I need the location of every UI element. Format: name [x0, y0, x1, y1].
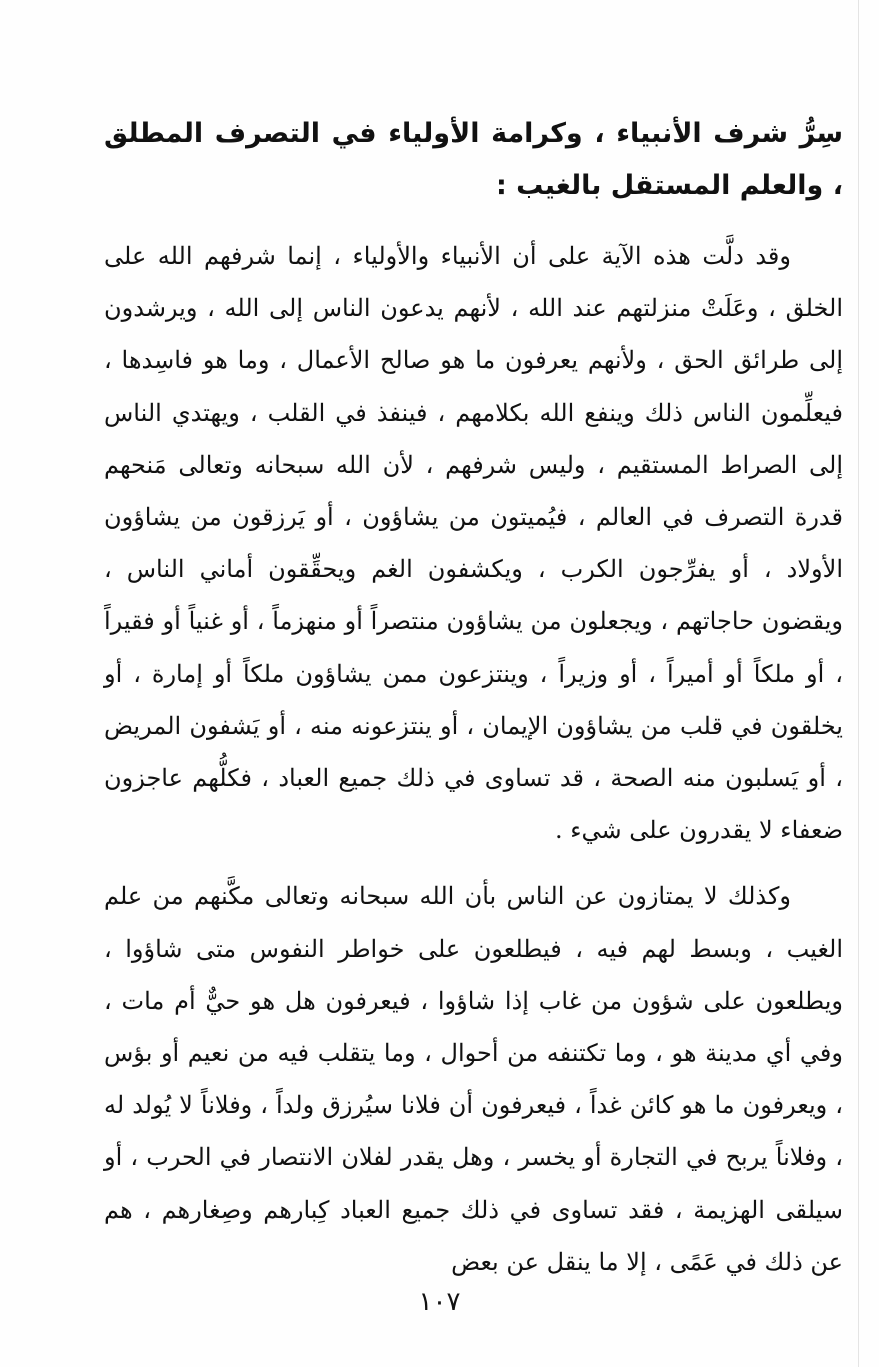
page-edge-line	[858, 0, 859, 1367]
page-body	[104, 108, 843, 1302]
paragraph-1: وقد دلَّت هذه الآية على أن الأنبياء والأولياء ، إنما شرفهم الله على الخلق ، وعَلَتْ منزلتهم عند الله ، لأنهم يدعون الناس إلى الله ، ويرشدون إلى طرائق الحق ، ولأنهم يعرفون ما هو صالح الأعمال ، وما هو فاسِدها ، فيعلِّمون الناس ذلك وينفع الله بكلامهم ، فينفذ في القلب ، ويهتدي الناس إلى الصراط المستقيم ، وليس شرفهم ، لأن الله سبحانه وتعالى مَنحهم قدرة التصرف في العالم ، فيُميتون من يشاؤون ، أو يَرزقون من يشاؤون الأولاد ، أو يفرِّجون الكرب ، ويكشفون الغم ويحقِّقون أماني الناس ، ويقضون حاجاتهم ، ويجعلون من يشاؤون منتصراً أو منهزماً ، أو غنياً أو فقيراً ، أو ملكاً أو أميراً ، أو وزيراً ، وينتزعون ممن يشاؤون ملكاً أو إمارة ، أو يخلقون في قلب من يشاؤون الإيمان ، أو ينتزعونه منه ، أو يَشفون المريض ، أو يَسلبون منه الصحة ، قد تساوى في ذلك جميع العباد ، فكلُّهم عاجزون ضعفاء لا يقدرون على شيء .	[104, 242, 843, 845]
paragraph-2: وكذلك لا يمتازون عن الناس بأن الله سبحانه وتعالى مكَّنهم من علم الغيب ، وبسط لهم فيه ، فيطلعون على خواطر النفوس متى شاؤوا ، ويطلعون على شؤون من غاب إذا شاؤوا ، فيعرفون هل هو حيٌّ أم مات ، وفي أي مدينة هو ، وما تكتنفه من أحوال ، وما يتقلب فيه من نعيم أو بؤس ، ويعرفون ما هو كائن غداً ، فيعرفون أن فلانا سيُرزق ولداً ، وفلاناً لا يُولد له ، وفلاناً يربح في التجارة أو يخسر ، وهل يقدر لفلان الانتصار في الحرب ، أو سيلقى الهزيمة ، فقد تساوى في ذلك جميع العباد كِبارهم وصِغارهم ، هم عن ذلك في عَمًى ، إلا ما ينقل عن بعض	[104, 882, 843, 1276]
page-number: ١٠٧	[418, 1287, 461, 1317]
section-heading: سِرُّ شرف الأنبياء ، وكرامة الأولياء في التصرف المطلق ، والعلم المستقل بالغيب :	[104, 118, 843, 201]
